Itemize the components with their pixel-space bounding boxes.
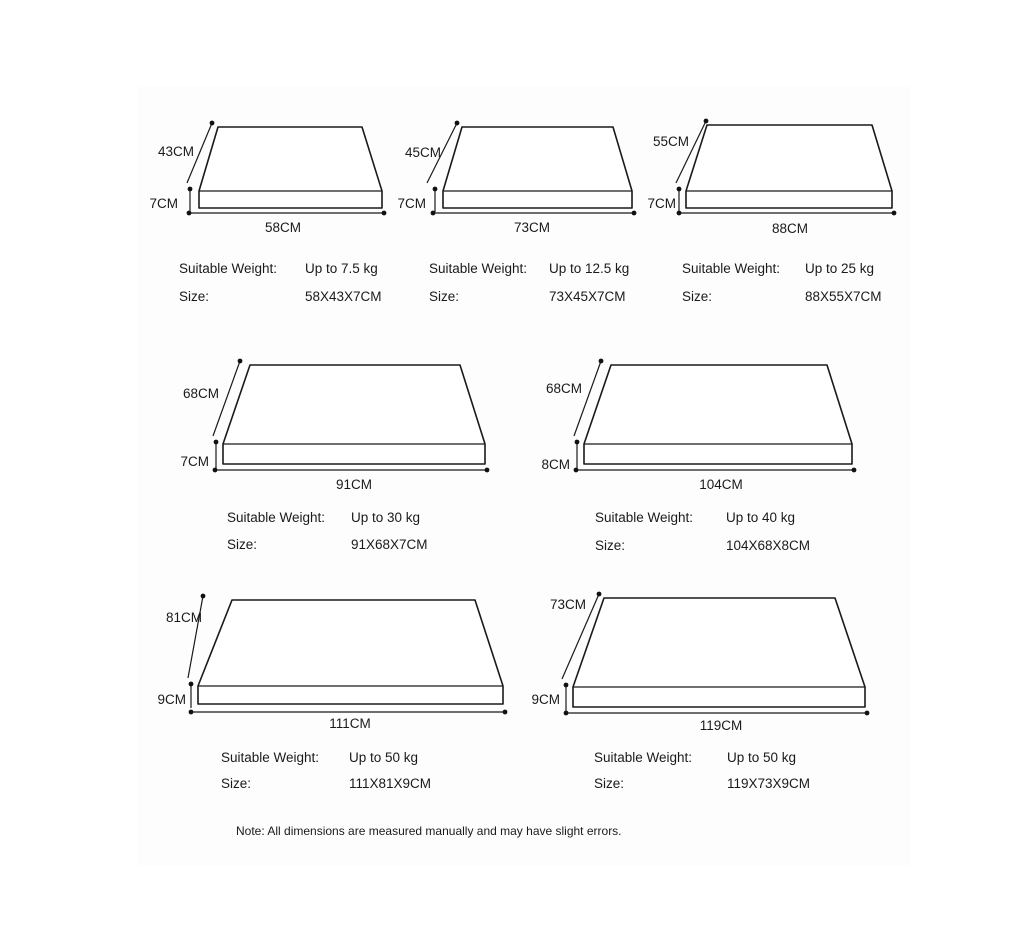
mattress-3-outline [686,125,892,208]
mattress-3-length-label: 88CM [771,221,809,236]
mattress-1-thickness-label: 7CM [149,196,178,211]
mattress-4-thickness-dot [214,440,219,445]
mattress-6-width-label: 81CM [165,610,202,625]
mattress-4-width-dot [238,359,243,364]
mattress-2-thickness-label: 7CM [397,196,426,211]
mattress-5-length-dot-left [574,468,579,473]
mattress-3-width-dot [704,119,709,124]
mattress-2-suitable-weight-label: Suitable Weight: [429,261,528,276]
mattress-7-width-dot [597,592,602,597]
mattress-7-thickness-label: 9CM [531,692,560,707]
mattress-7-suitable-weight-label: Suitable Weight: [594,750,693,765]
mattress-5-size-value: 104X68X8CM [726,538,811,553]
mattress-1-length-dot-right [382,211,387,216]
mattress-5-suitable-weight-label: Suitable Weight: [595,510,694,525]
mattress-2-weight-value: Up to 12.5 kg [549,261,630,276]
mattress-1-size-label: Size: [179,289,210,304]
mattress-7-length-label: 119CM [699,718,743,733]
mattress-6-width-dot [201,594,206,599]
mattress-6-size-value: 111X81X9CM [349,776,432,791]
mattress-5-thickness-label: 8CM [541,457,570,472]
mattress-3-length-dot-right [892,211,897,216]
mattress-6-thickness-dot [189,682,194,687]
mattress-1-length-dot-left [187,211,192,216]
mattress-2-size-value: 73X45X7CM [549,289,626,304]
mattress-6-thickness-label: 9CM [157,692,186,707]
mattress-2-width-label: 45CM [404,145,441,160]
mattress-1-length-label: 58CM [264,220,302,235]
mattress-2-thickness-dot [433,187,438,192]
mattress-3-size-label: Size: [682,289,713,304]
mattress-6-length-dot-right [503,710,508,715]
mattress-1-weight-value: Up to 7.5 kg [305,261,378,276]
mattress-7-length-dot-right [865,711,870,716]
mattress-3-size-value: 88X55X7CM [805,289,882,304]
mattress-7-weight-value: Up to 50 kg [727,750,797,765]
mattress-4-length-dot-right [485,468,490,473]
mattress-5-width-dot [599,359,604,364]
mattress-3-width-label: 55CM [652,134,689,149]
mattress-7-length-dot-left [564,711,569,716]
mattress-4-outline [223,365,485,464]
mattress-2-outline [443,127,632,208]
mattress-5-length-dot-right [852,468,857,473]
mattress-2-length-label: 73CM [513,220,551,235]
mattress-5-size-label: Size: [595,538,626,553]
mattress-6-suitable-weight-label: Suitable Weight: [221,750,320,765]
mattress-6-width-line [188,596,203,678]
mattress-5-outline [584,365,852,464]
mattress-6-length-dot-left [189,710,194,715]
mattress-5-width-label: 68CM [545,381,582,396]
mattress-3-thickness-label: 7CM [647,196,676,211]
mattress-5-length-label: 104CM [699,477,743,492]
mattress-7-width-label: 73CM [549,597,586,612]
mattress-4-width-label: 68CM [182,386,219,401]
mattress-2-length-dot-right [632,211,637,216]
mattress-7-size-value: 119X73X9CM [727,776,811,791]
mattress-7-outline [573,598,865,707]
mattress-4-length-label: 91CM [335,477,373,492]
mattress-4-size-value: 91X68X7CM [351,537,428,552]
mattress-4-thickness-label: 7CM [180,454,209,469]
mattress-6-size-label: Size: [221,776,252,791]
mattress-1-width-dot [210,121,215,126]
mattress-7-size-label: Size: [594,776,625,791]
mattress-4-size-label: Size: [227,537,258,552]
mattress-4-weight-value: Up to 30 kg [351,510,421,525]
dimension-note: Note: All dimensions are measured manually and may have slight errors. [236,824,622,838]
mattress-6-weight-value: Up to 50 kg [349,750,419,765]
mattress-6-outline [198,600,503,704]
mattress-3-suitable-weight-label: Suitable Weight: [682,261,781,276]
mattress-1-suitable-weight-label: Suitable Weight: [179,261,278,276]
mattress-5-weight-value: Up to 40 kg [726,510,796,525]
mattress-6-length-label: 111CM [329,716,371,731]
mattress-1-width-label: 43CM [157,144,194,159]
mattress-1-outline [199,127,382,208]
mattress-2-width-dot [455,121,460,126]
mattress-3-thickness-dot [677,187,682,192]
mattress-2-size-label: Size: [429,289,460,304]
mattress-4-suitable-weight-label: Suitable Weight: [227,510,326,525]
mattress-5-thickness-dot [575,440,580,445]
mattress-7-thickness-dot [564,683,569,688]
mattress-1-size-value: 58X43X7CM [305,289,382,304]
mattress-4-length-dot-left [213,468,218,473]
mattress-1-thickness-dot [188,187,193,192]
mattress-3-weight-value: Up to 25 kg [805,261,875,276]
